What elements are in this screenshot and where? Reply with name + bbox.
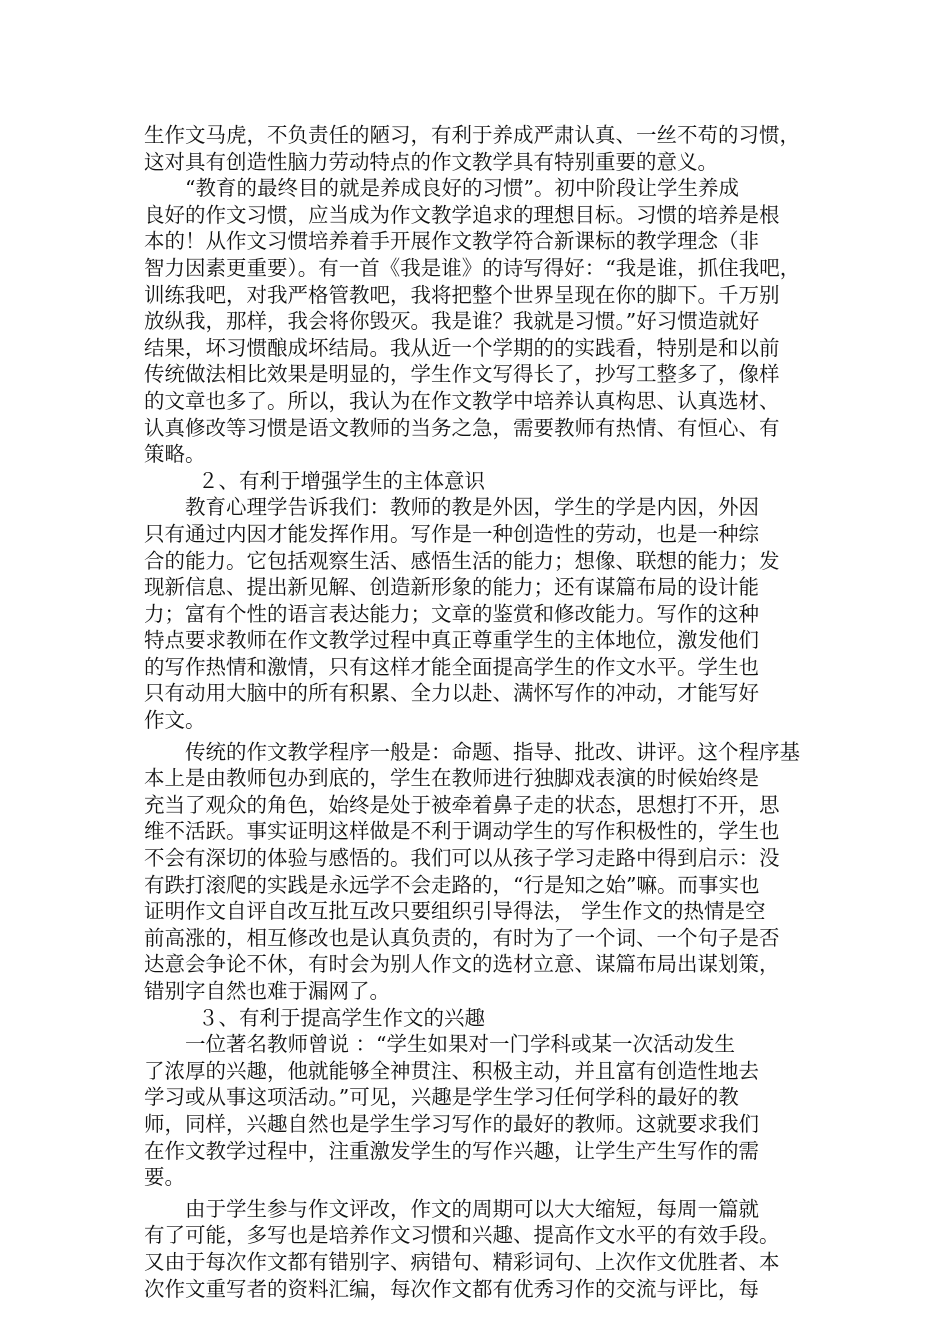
text-line: 合的能力。它包括观察生活、感悟生活的能力；想像、联想的能力；发 bbox=[144, 548, 780, 573]
text-line: 师，同样，兴趣自然也是学生学习写作的最好的教师。这就要求我们 bbox=[144, 1111, 759, 1136]
text-line: 本上是由教师包办到底的，学生在教师进行独脚戏表演的时候始终是 bbox=[144, 766, 759, 791]
text-line: 传统的作文教学程序一般是：命题、指导、批改、讲评。这个程序基 bbox=[185, 739, 800, 764]
text-line: 的写作热情和激情，只有这样才能全面提高学生的作文水平。学生也 bbox=[144, 654, 759, 679]
text-line: 作文。 bbox=[144, 708, 206, 733]
text-line: 前高涨的，相互修改也是认真负责的，有时为了一个词、一个句子是否 bbox=[144, 925, 780, 950]
text-line: 次作文重写者的资料汇编，每次作文都有优秀习作的交流与评比，每 bbox=[144, 1276, 759, 1301]
text-line: “教育的最终目的就是养成良好的习惯”。初中阶段让学生养成 bbox=[185, 176, 739, 201]
text-line: 的文章也多了。所以，我认为在作文教学中培养认真构思、认真选材、 bbox=[144, 388, 780, 413]
text-line: 生作文马虎，不负责任的陋习，有利于养成严肃认真、一丝不苟的习惯， bbox=[144, 123, 800, 147]
text-line: 学习或从事这项活动。”可见，兴趣是学生学习任何学科的最好的教 bbox=[144, 1085, 739, 1110]
text-line: 力；富有个性的语言表达能力；文章的鉴赏和修改能力。写作的这种 bbox=[144, 601, 759, 626]
text-line: 一位著名教师曾说 ：“学生如果对一门学科或某一次活动发生 bbox=[185, 1032, 735, 1057]
text-line: 只有动用大脑中的所有积累、全力以赴、满怀写作的冲动，才能写好 bbox=[144, 681, 759, 706]
text-line: 错别字自然也难于漏网了。 bbox=[144, 979, 390, 1003]
text-line: 本的！从作文习惯培养着手开展作文教学符合新课标的教学理念（非 bbox=[144, 229, 759, 254]
text-line: 这对具有创造性脑力劳动特点的作文教学具有特别重要的意义。 bbox=[144, 149, 718, 174]
text-line: 有跌打滚爬的实践是永远学不会走路的，“行是知之始”嘛。而事实也 bbox=[144, 872, 760, 897]
text-line: 由于学生参与作文评改，作文的周期可以大大缩短，每周一篇就 bbox=[185, 1196, 759, 1221]
text-line: 策略。 bbox=[144, 442, 206, 467]
text-line: 充当了观众的角色，始终是处于被牵着鼻子走的状态，思想打不开，思 bbox=[144, 792, 780, 817]
text-line: 不会有深切的体验与感悟的。我们可以从孩子学习走路中得到启示：没 bbox=[144, 846, 780, 871]
text-line: 特点要求教师在作文教学过程中真正尊重学生的主体地位，激发他们 bbox=[144, 628, 759, 653]
text-line: 认真修改等习惯是语文教师的当务之急，需要教师有热情、有恒心、有 bbox=[144, 415, 780, 440]
text-line: 良好的作文习惯，应当成为作文教学追求的理想目标。习惯的培养是根 bbox=[144, 202, 780, 227]
text-line: 教育心理学告诉我们：教师的教是外因，学生的学是内因，外因 bbox=[185, 495, 759, 520]
text-line: 又由于每次作文都有错别字、病错句、精彩词句、上次作文优胜者、本 bbox=[144, 1249, 780, 1274]
text-line: 传统做法相比效果是明显的，学生作文写得长了，抄写工整多了，像样 bbox=[144, 362, 780, 387]
text-line: ２、有利于增强学生的主体意识 bbox=[198, 468, 485, 493]
text-line: 结果，坏习惯酿成坏结局。我从近一个学期的的实践看，特别是和以前 bbox=[144, 335, 780, 360]
text-line: 证明作文自评自改互批互改只要组织引导得法， 学生作文的热情是空 bbox=[144, 899, 766, 924]
text-line: 只有通过内因才能发挥作用。写作是一种创造性的劳动，也是一种综 bbox=[144, 521, 759, 546]
text-line: 了浓厚的兴趣，他就能够全神贯注、积极主动，并且富有创造性地去 bbox=[144, 1058, 759, 1083]
text-line: ３、有利于提高学生作文的兴趣 bbox=[198, 1005, 485, 1030]
text-line: 放纵我，那样，我会将你毁灭。我是谁？我就是习惯。”好习惯造就好 bbox=[144, 309, 760, 334]
text-line: 达意会争论不休，有时会为别人作文的选材立意、谋篇布局出谋划策， bbox=[144, 952, 780, 977]
text-line: 有了可能，多写也是培养作文习惯和兴趣、提高作文水平的有效手段。 bbox=[144, 1223, 780, 1248]
body-text bbox=[144, 122, 808, 1302]
text-line: 训练我吧，对我严格管教吧，我将把整个世界呈现在你的脚下。千万别 bbox=[144, 282, 780, 307]
text-line: 在作文教学过程中，注重激发学生的写作兴趣，让学生产生写作的需 bbox=[144, 1138, 759, 1163]
text-line: 智力因素更重要）。有一首《我是谁》的诗写得好：“我是谁，抓住我吧， bbox=[144, 255, 801, 280]
text-line: 要。 bbox=[144, 1165, 185, 1190]
text-line: 现新信息、提出新见解、创造新形象的能力；还有谋篇布局的设计能 bbox=[144, 575, 759, 600]
text-line: 维不活跃。事实证明这样做是不利于调动学生的写作积极性的，学生也 bbox=[144, 819, 780, 844]
